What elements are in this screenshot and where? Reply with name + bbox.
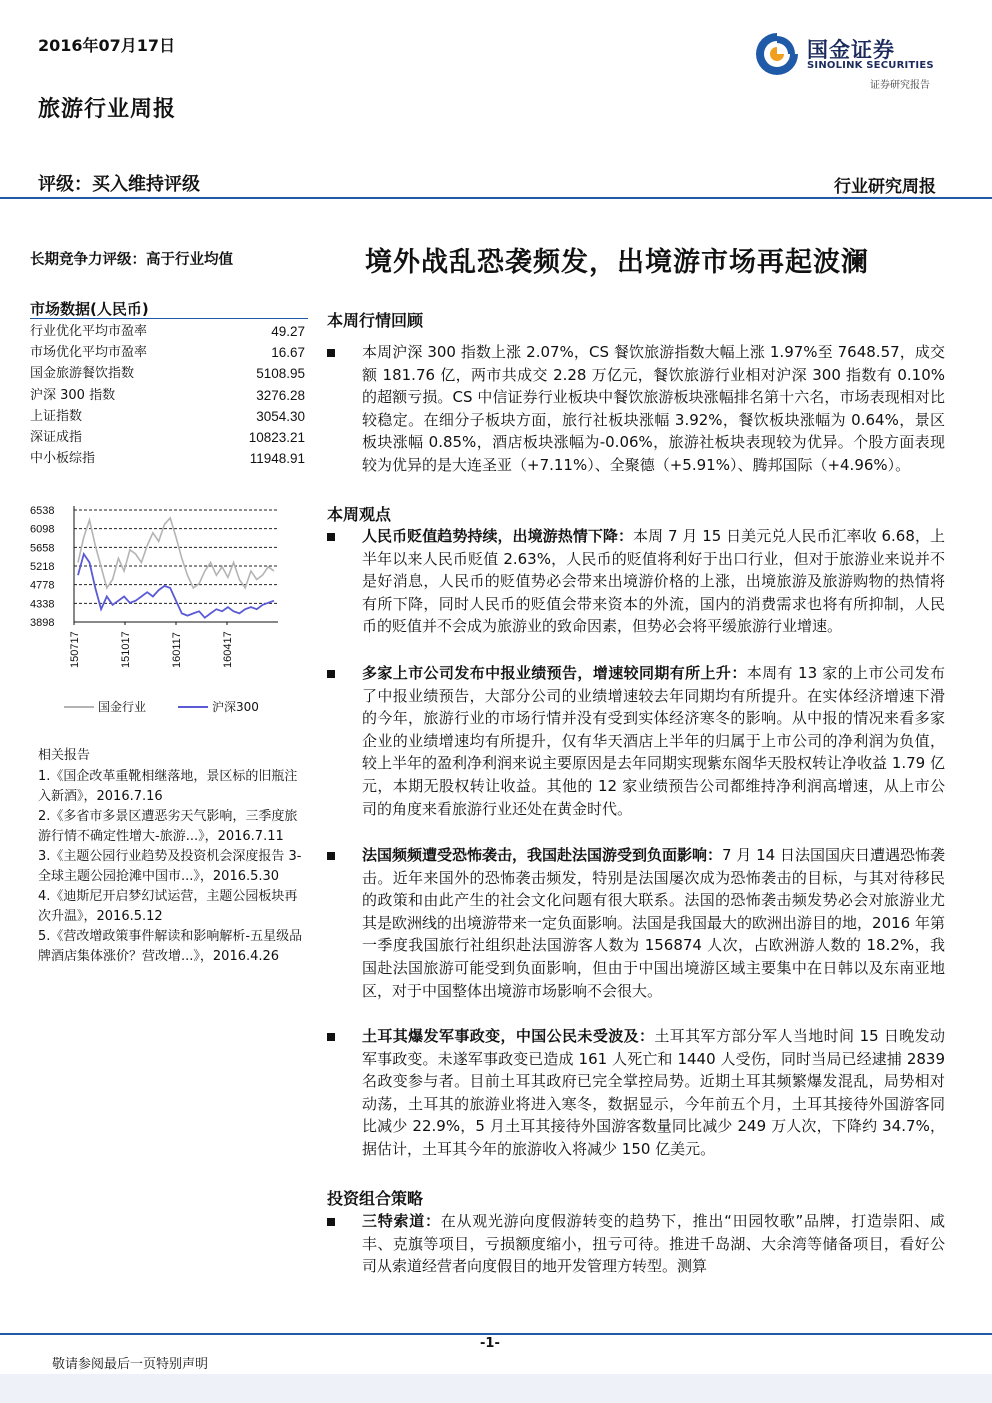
review-bullet <box>327 341 945 477</box>
logo-subtitle: 证券研究报告 <box>870 80 930 91</box>
rating: 评级：买入维持评级 <box>38 174 200 195</box>
report-date: 2016年07月17日 <box>38 36 176 55</box>
market-label: 中小板综指 <box>30 451 96 467</box>
related-report-item[interactable]: 3.《主题公园行业趋势及投资机会深度报告 3-全球主题公园抢滩中国市...》，2016.5.30 <box>38 849 302 884</box>
bullet-square-icon <box>327 349 335 357</box>
market-value: 11948.91 <box>249 451 305 467</box>
view-bullet <box>327 525 945 638</box>
report-type: 旅游行业周报 <box>38 97 177 122</box>
market-label: 沪深 300 指数 <box>30 387 116 403</box>
chart-x-tick-label: 151017 <box>120 631 132 668</box>
report-kind: 行业研究周报 <box>834 177 936 197</box>
legend-label: 沪深300 <box>212 700 259 714</box>
market-value: 49.27 <box>271 324 305 339</box>
chart-y-tick-label: 6538 <box>30 505 55 517</box>
chart-y-tick-label: 5658 <box>30 542 55 555</box>
market-value: 3276.28 <box>256 387 305 403</box>
chart-y-tick-label: 5218 <box>30 561 55 573</box>
strategy-text: 在从观光游向度假游转变的趋势下，推出“田园牧歌”品牌，打造崇阳、咸丰、克旗等项目，亏损额度缩小，扭亏可待。推进千岛湖、大余湾等储备项目，看好公司从索道经营者向度假目的地开发管理方转型。测算 <box>362 1212 945 1276</box>
market-label: 上证指数 <box>30 408 83 424</box>
bullet-square-icon <box>327 1218 335 1226</box>
view-bullet <box>327 1025 945 1161</box>
chart-y-tick-label: 4338 <box>30 598 55 611</box>
header-divider <box>0 197 992 199</box>
related-report-item[interactable]: 5.《营改增政策事件解读和影响解析-五星级品牌酒店集体涨价？营改增...》，2016.4.26 <box>38 929 303 964</box>
market-row <box>30 385 305 406</box>
review-text: 本周沪深 300 指数上涨 2.07%，CS 餐饮旅游指数大幅上涨 1.97%至 7648.57，成交额 181.76 亿，两市共成交 2.28 万亿元，餐饮旅游行业相对沪深 300 指数有 0.10%的超额亏损。CS 中信证券行业板块中餐饮旅游板块涨幅排名第十六名，市场表现相对比较稳定。在细分子板块方面，旅行社板块涨幅 3.92%，餐饮板块涨幅为 0.64%，景区板块涨幅 0.85%，酒店板块涨幅为-0.06%，旅游社板块表现较为优异。个股方面表现较为优异的是大连圣亚（+7.11%）、全聚德（+5.91%）、腾邦国际（+4.96%）。 <box>362 343 945 474</box>
view-text: 土耳其军方部分军人当地时间 15 日晚发动军事政变。未遂军事政变已造成 161 人死亡和 1440 人受伤，同时当局已经逮捕 2839 名政变参与者。目前土耳其政府已完全掌控局势。近期土耳其频繁爆发混乱，局势相对动荡，土耳其的旅游业将进入寒冬，数据显示，今年前五个月，土耳其接待外国游客同比减少 22.9%，5 月土耳其接待外国游客数量同比减少 249 万人次，下降约 34.7%，据估计，土耳其今年的旅游收入将减少 150 亿美元。 <box>362 1027 946 1158</box>
market-row <box>30 427 305 448</box>
chart-x-tick-label: 160417 <box>222 631 234 668</box>
market-data-title: 市场数据(人民币) <box>30 300 149 318</box>
view-text: 7 月 14 日法国国庆日遭遇恐怖袭击。近年来国外的恐怖袭击频发，特别是法国屡次成为恐怖袭击的目标，与其对待移民的政策和由此产生的社会文化问题有很大联系。法国的恐怖袭击频发势必会对旅游业尤其是欧洲线的出境游带来一定负面影响。法国是我国最大的欧洲出游目的地，2016 年第一季度我国旅行社组织赴法国游客人数为 156874 人次，占欧洲游人数的 18.2%，我国赴法国旅游可能受到负面影响，但由于中国出境游区域主要集中在日韩以及东南亚地区，对于中国整体出境游市场影响不会很大。 <box>362 846 946 1000</box>
chart-y-tick-label: 3898 <box>30 617 55 629</box>
market-label: 深证成指 <box>30 429 83 445</box>
market-label: 国金旅游餐饮指数 <box>30 366 135 382</box>
view-bullet <box>327 844 945 1002</box>
related-report-item[interactable]: 4.《迪斯尼开启梦幻试运营，主题公园板块再次升温》，2016.5.12 <box>38 889 298 924</box>
logo-chinese-name: 国金证券 <box>807 38 895 62</box>
strategy-bullet <box>327 1210 945 1278</box>
market-value: 16.67 <box>271 345 305 361</box>
chart-y-tick-label: 4778 <box>30 579 55 592</box>
related-report-item[interactable]: 1.《国企改革重靴相继落地，景区标的旧瓶注入新酒》，2016.7.16 <box>38 769 298 804</box>
legend-label: 国金行业 <box>98 700 147 714</box>
footer-divider <box>0 1333 992 1335</box>
chart-x-tick-label: 160117 <box>171 632 183 668</box>
logo-english-name: SINOLINK SECURITIES <box>807 60 934 71</box>
bullet-square-icon <box>327 533 335 541</box>
review-heading: 本周行情回顾 <box>327 311 424 330</box>
market-row <box>30 448 305 469</box>
bullet-square-icon <box>327 1033 335 1041</box>
chart-x-tick-label: 150717 <box>69 631 81 668</box>
main-title: 境外战乱恐袭频发，出境游市场再起波澜 <box>365 247 869 278</box>
competitive-rating: 长期竞争力评级：高于行业均值 <box>30 252 233 268</box>
strategy-heading-text: 三特索道： <box>362 1212 441 1230</box>
views-heading: 本周观点 <box>327 505 392 524</box>
market-row <box>30 406 305 427</box>
footer-disclaimer-note: 敬请参阅最后一页特别声明 <box>52 1357 209 1372</box>
view-text: 本周 7 月 15 日美元兑人民币汇率收 6.68，上半年以来人民币贬值 2.63%，人民币的贬值将利好于出口行业，但对于旅游业来说并不是好消息，人民币的贬值势必会带来出境游价格的上涨，出境旅游及旅游购物的热情将有所下降，同时人民币的贬值会带来资本的外流，国内的消费需求也将有所抑制，人民币的贬值并不会成为旅游业的致命因素，但势必会将平缓旅游行业增速。 <box>362 527 945 636</box>
index-comparison-chart <box>28 498 288 728</box>
market-row <box>30 321 305 342</box>
view-heading: 多家上市公司发布中报业绩预告，增速较同期有所上升： <box>362 664 747 682</box>
market-data-table <box>30 321 305 469</box>
footer-band <box>0 1374 992 1403</box>
strategy-heading: 投资组合策略 <box>327 1189 424 1208</box>
company-logo <box>755 30 950 92</box>
view-heading: 人民币贬值趋势持续，出境游热情下降： <box>362 527 634 545</box>
market-value: 3054.30 <box>256 408 305 424</box>
market-label: 市场优化平均市盈率 <box>30 345 148 361</box>
market-row <box>30 342 305 363</box>
bullet-square-icon <box>327 670 335 678</box>
market-data-divider <box>30 318 308 319</box>
page-number: -1- <box>480 1336 500 1351</box>
related-reports <box>38 746 303 967</box>
view-heading: 法国频频遭受恐怖袭击，我国赴法国游受到负面影响： <box>362 846 723 864</box>
sinolink-logo-icon <box>755 32 799 76</box>
view-heading: 土耳其爆发军事政变，中国公民未受波及： <box>362 1027 655 1045</box>
related-report-item[interactable]: 2.《多省市多景区遭恶劣天气影响，三季度旅游行情不确定性增大-旅游...》，2016.7.11 <box>38 809 298 844</box>
view-text: 本周有 13 家的上市公司发布了中报业绩预告，大部分公司的业绩增速较去年同期均有所提升。在实体经济增速下滑的今年，旅游行业的市场行情并没有受到实体经济寒冬的影响。从中报的情况来看多家企业的业绩增速均有所提升，仅有华天酒店上半年的归属于上市公司的净利润为负值，较上半年的盈利净利润来说主要原因是去年同期实现紫东阁华天股权转让净收益 1.79 亿元，本期无股权转让收益。其他的 12 家业绩预告公司都维持净利润高增速，从上市公司的角度来看旅游行业还处在黄金时代。 <box>362 664 946 818</box>
chart-y-tick-label: 6098 <box>30 523 55 536</box>
market-value: 5108.95 <box>256 366 305 382</box>
bullet-square-icon <box>327 852 335 860</box>
related-reports-title: 相关报告 <box>38 748 91 763</box>
market-label: 行业优化平均市盈率 <box>30 324 148 339</box>
market-row <box>30 363 305 384</box>
view-bullet <box>327 662 945 820</box>
market-value: 10823.21 <box>248 429 305 445</box>
